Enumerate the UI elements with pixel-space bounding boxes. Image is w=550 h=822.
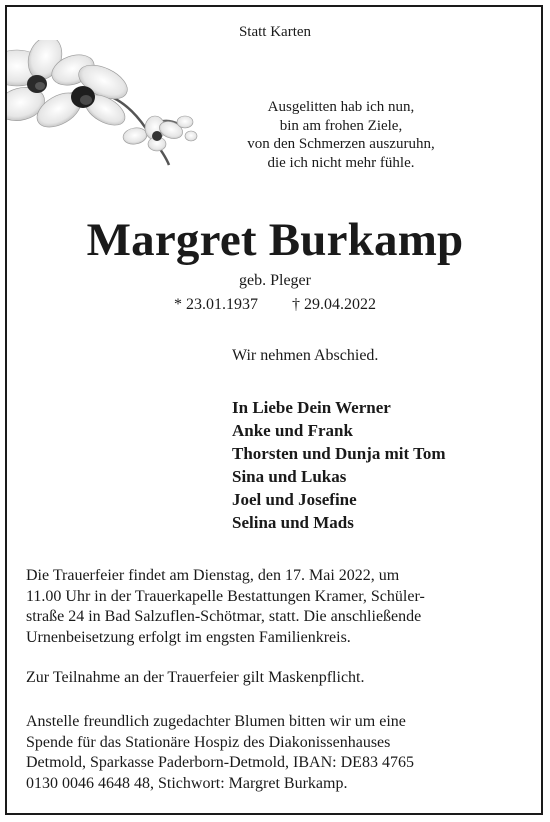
donation-line: Spende für das Stationäre Hospiz des Diakonissenhauses <box>26 733 391 751</box>
family-member: Thorsten und Dunja mit Tom <box>232 444 446 463</box>
deceased-name: Margret Burkamp <box>86 214 464 266</box>
family-member: Joel und Josefine <box>232 490 357 509</box>
ceremony-line: Die Trauerfeier findet am Dienstag, den 17. Mai 2022, um <box>26 567 400 584</box>
poem <box>226 98 456 172</box>
death-date: † 29.04.2022 <box>292 296 376 313</box>
birth-name: geb. Pleger <box>239 272 311 289</box>
mask-note <box>26 668 526 689</box>
family-member: Anke und Frank <box>232 421 353 440</box>
farewell-text: Wir nehmen Abschied. <box>232 347 379 364</box>
donation-line: Detmold, Sparkasse Paderborn-Detmold, IBAN: DE83 4765 <box>26 754 414 771</box>
donation-line: 0130 0046 4648 48, Stichwort: Margret Burkamp. <box>26 774 348 792</box>
ceremony-paragraph <box>26 566 526 648</box>
header-note: Statt Karten <box>238 24 312 40</box>
family-list <box>232 396 446 534</box>
family-member: Selina und Mads <box>232 513 354 532</box>
poem-line: bin am frohen Ziele, <box>279 117 403 134</box>
ceremony-line: Urnenbeisetzung erfolgt im engsten Familienkreis. <box>26 628 351 646</box>
poem-line: Ausgelitten hab ich nun, <box>267 99 415 115</box>
life-dates <box>0 296 550 314</box>
family-member: In Liebe Dein Werner <box>232 398 391 417</box>
mask-note-line: Zur Teilnahme an der Trauerfeier gilt Maskenpflicht. <box>26 669 365 686</box>
ceremony-line: 11.00 Uhr in der Trauerkapelle Bestattungen Kramer, Schüler- <box>26 587 425 605</box>
poem-line: die ich nicht mehr fühle. <box>267 154 415 171</box>
poem-line: von den Schmerzen auszuruhn, <box>247 136 435 152</box>
ceremony-line: straße 24 in Bad Salzuflen-Schötmar, statt. Die anschließende <box>26 608 422 625</box>
family-member: Sina und Lukas <box>232 467 347 486</box>
orchid-image <box>7 40 212 170</box>
donation-paragraph <box>26 712 526 794</box>
birth-date: * 23.01.1937 <box>174 296 258 313</box>
donation-line: Anstelle freundlich zugedachter Blumen bitten wir um eine <box>26 713 406 730</box>
